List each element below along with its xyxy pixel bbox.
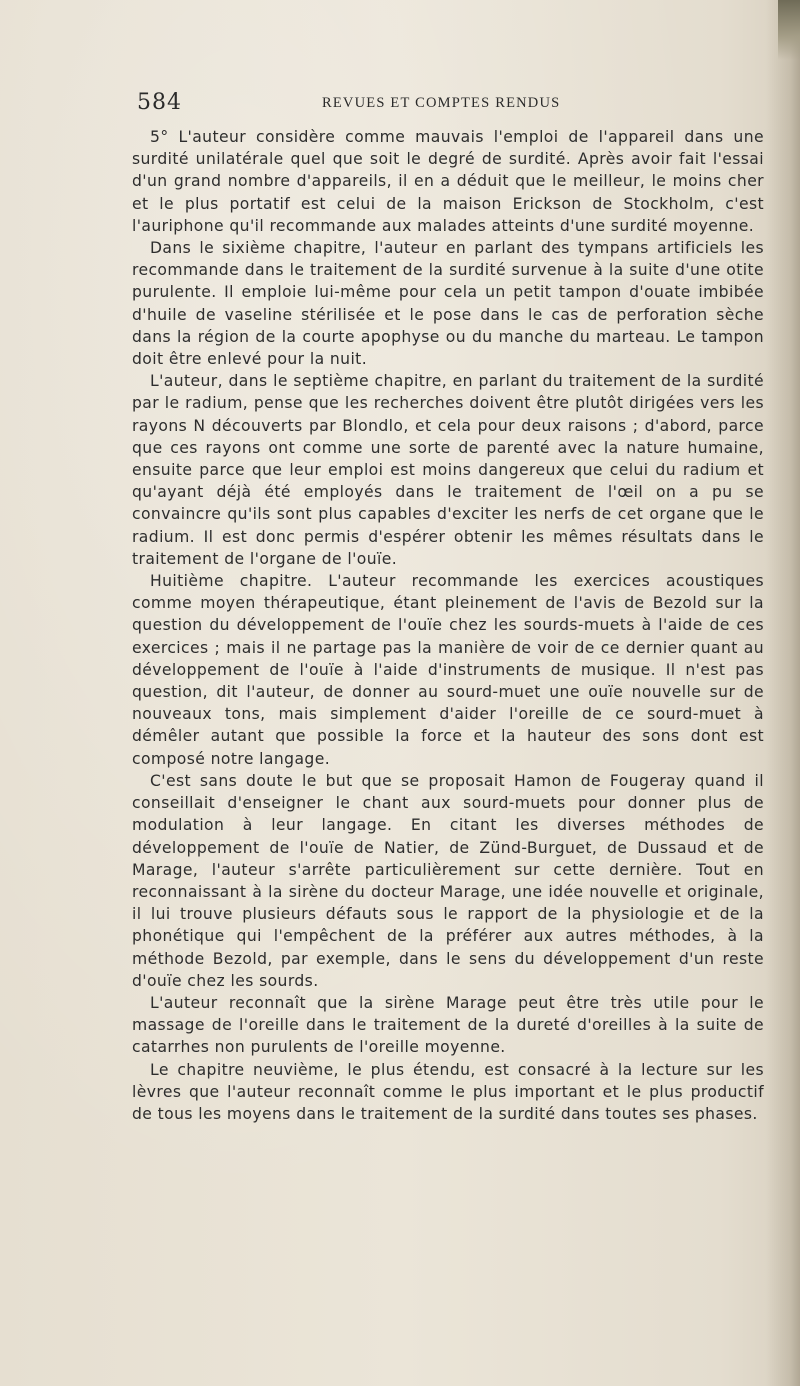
paragraph-methodes-developpement: C'est sans doute le but que se proposait Hamon de Fougeray quand il conseillait d'enseigner le chant aux sourd-muets pour donner plus de modulation à leur langage. En citant les diverses méthodes de développement de l'ouïe de Natier, de Zünd-Burguet, de Dussaud et de Marage, l'auteur s'arrête particulièrement sur cette dernière. Tout en reconnaissant à la sirène du docteur Marage, une idée nouvelle et originale, il lui trouve plusieurs défauts sous le rapport de la physiologie et de la phonétique qui l'empêchent de la préférer aux autres méthodes, à la méthode Bezold, par exemple, dans le sens du développement d'un reste d'ouïe chez les sourds.: [132, 771, 764, 990]
page-number: 584: [137, 90, 182, 115]
page-edge-shadow: [766, 0, 800, 1386]
article-body: [132, 126, 764, 1125]
paragraph-appareils: 5° L'auteur considère comme mauvais l'emploi de l'appareil dans une surdité unilatérale quel que soit le degré de surdité. Après avoir fait l'essai d'un grand nombre d'appareils, il en a déduit que le meilleur, le moins cher et le plus portatif est celui de la maison Erickson de Stockholm, c'est l'auriphone qu'il recommande aux malades atteints d'une surdité moyenne.: [132, 128, 764, 235]
page-corner-mark: [778, 0, 800, 60]
paragraph-exercices-acoustiques: Huitième chapitre. L'auteur recommande les exercices acoustiques comme moyen thérapeutique, étant pleinement de l'avis de Bezold sur la question du développement de l'ouïe chez les sourds-muets à l'aide de ces exercices ; mais il ne partage pas la manière de voir de ce dernier quant au développement de l'ouïe à l'aide d'instruments de musique. Il n'est pas question, dit l'auteur, de donner au sourd-muet une ouïe nouvelle sur de nouveaux tons, mais simplement d'aider l'oreille de ce sourd-muet à démêler autant que possible la force et la hauteur des sons dont est composé notre langage.: [132, 572, 764, 768]
paragraph-lecture-levres: Le chapitre neuvième, le plus étendu, est consacré à la lecture sur les lèvres que l'auteur reconnaît comme le plus important et le plus productif de tous les moyens dans le traitement de la surdité dans toutes ses phases.: [132, 1060, 764, 1123]
paragraph-radium: L'auteur, dans le septième chapitre, en parlant du traitement de la surdité par le radium, pense que les recherches doivent être plutôt dirigées vers les rayons N découverts par Blondlo, et cela pour deux raisons ; d'abord, parce que ces rayons ont comme une sorte de parenté avec la nature humaine, ensuite parce que leur emploi est moins dangereux que celui du radium et qu'ayant déjà été employés dans le traitement de l'œil on a pu se convaincre qu'ils sont plus capables d'exciter les nerfs de cet organe que le radium. Il est donc permis d'espérer obtenir les mêmes résultats dans le traitement de l'organe de l'ouïe.: [132, 372, 764, 568]
paragraph-tympans-artificiels: Dans le sixième chapitre, l'auteur en parlant des tympans artificiels les recommande dans le traitement de la surdité survenue à la suite d'une otite purulente. Il emploie lui-même pour cela un petit tampon d'ouate imbibée d'huile de vaseline stérilisée et le pose dans le cas de perforation sèche dans la région de la courte apophyse ou du manche du marteau. Le tampon doit être enlevé pour la nuit.: [132, 239, 764, 369]
page-header: [132, 86, 782, 122]
running-head: REVUES ET COMPTES RENDUS: [322, 95, 561, 111]
paragraph-sirene-marage: L'auteur reconnaît que la sirène Marage peut être très utile pour le massage de l'oreille dans le traitement de la dureté d'oreilles à la suite de catarrhes non purulents de l'oreille moyenne.: [132, 993, 764, 1057]
